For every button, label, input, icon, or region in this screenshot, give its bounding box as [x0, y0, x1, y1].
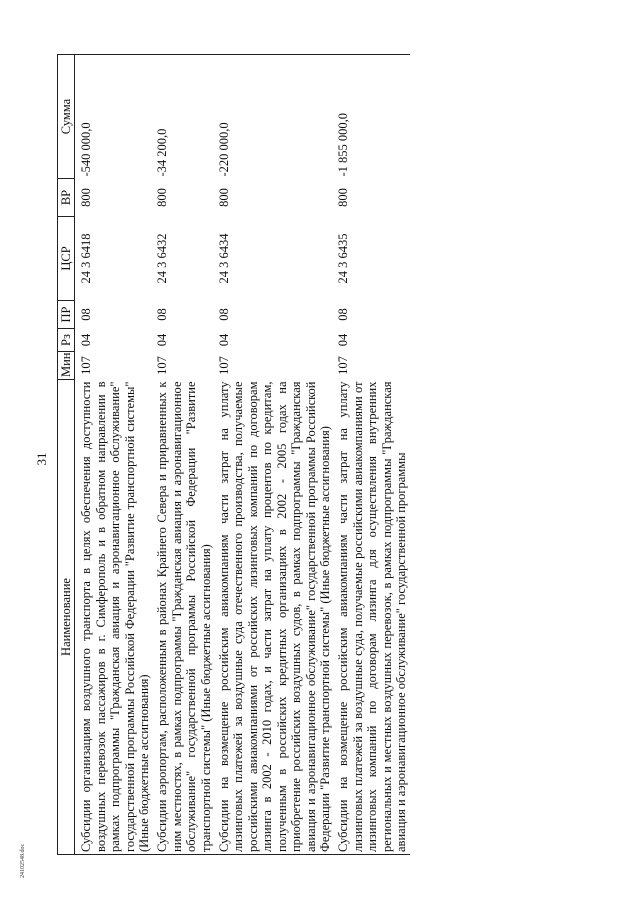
row-vr: 800 — [79, 188, 94, 207]
row-csr: 24 3 6435 — [336, 233, 351, 284]
header-sum: Сумма — [58, 55, 75, 179]
header-csr: ЦСР — [58, 217, 75, 301]
row-rz: 04 — [336, 333, 351, 347]
row-min: 107 — [155, 356, 170, 375]
header-name: Наименование — [58, 380, 75, 855]
row-sum: -540 000,0 — [75, 55, 152, 179]
row-name: Субсидии аэропортам, расположенным в районах Крайнего Севера и приравненных к ним местностях, в рамках подпрограммы "Гражданская авиация и аэронавигационное обслуживание" государственной программы Российской Федерации "Развитие транспортной системы" (Иные бюджетные ассигнования) — [151, 380, 213, 855]
row-rz: 04 — [79, 333, 94, 347]
row-name: Субсидии на возмещение российским авиакомпаниям части затрат на уплату лизинговых платежей за воздушные суда отечественного производства, получаемые российскими авиакомпаниями от российских лизинговых компаний по договорам лизинга в 2002 - 2010 годах, и части затрат на уплату процентов по кредитам, полученным в российских кредитных организациях в 2002 - 2005 годах на приобретение российских воздушных судов, в рамках подпрограммы "Гражданская авиация и аэронавигационное обслуживание" государственной программы Российской Федерации "Развитие транспортной системы" (Иные бюджетные ассигнования) — [213, 380, 332, 855]
row-sum: -34 200,0 — [151, 55, 213, 179]
table-row — [151, 55, 213, 855]
row-vr: 800 — [217, 188, 232, 207]
row-min: 107 — [217, 356, 232, 375]
header-min: Мин — [58, 352, 75, 380]
document-filename: 24102548.doc — [20, 843, 26, 878]
row-pr: 08 — [336, 308, 351, 321]
row-csr: 24 3 6434 — [217, 233, 232, 284]
row-csr: 24 3 6418 — [79, 233, 94, 284]
header-pr: ПР — [58, 301, 75, 329]
table-row — [213, 55, 332, 855]
row-pr: 08 — [155, 308, 170, 321]
header-rz: Рз — [58, 329, 75, 352]
row-rz: 04 — [155, 333, 170, 347]
row-pr: 08 — [217, 308, 232, 321]
row-sum: -1 855 000,0 — [332, 55, 410, 179]
row-sum: -220 000,0 — [213, 55, 332, 179]
table-header-row — [58, 55, 75, 855]
row-name: Субсидии организациям воздушного транспорта в целях обеспечения доступности воздушных перевозок пассажиров в г. Симферополь и в обратном направлении в рамках подпрограммы "Гражданская авиация и аэронавигационное обслуживание" государственной программы Российской Федерации "Развитие транспортной системы" (Иные бюджетные ассигнования) — [75, 380, 152, 855]
row-pr: 08 — [79, 308, 94, 321]
row-rz: 04 — [217, 333, 232, 347]
row-vr: 800 — [336, 188, 351, 207]
row-csr: 24 3 6432 — [155, 233, 170, 284]
budget-table — [57, 54, 410, 855]
table-row — [75, 55, 152, 855]
row-min: 107 — [336, 356, 351, 375]
row-min: 107 — [79, 356, 94, 375]
page-number: 31 — [34, 452, 49, 466]
table-row — [332, 55, 410, 855]
rotated-page-content — [57, 55, 497, 855]
header-vr: ВР — [58, 179, 75, 217]
row-vr: 800 — [155, 188, 170, 207]
row-name: Субсидии на возмещение российским авиакомпаниям части затрат на уплату лизинговых платежей за воздушные суда, получаемые российскими авиакомпаниями от лизинговых компаний по договорам лизинга для осуществления внутренних региональных и местных воздушных перевозок, в рамках подпрограммы "Гражданская авиация и аэронавигационное обслуживание" государственной программы — [332, 380, 410, 855]
